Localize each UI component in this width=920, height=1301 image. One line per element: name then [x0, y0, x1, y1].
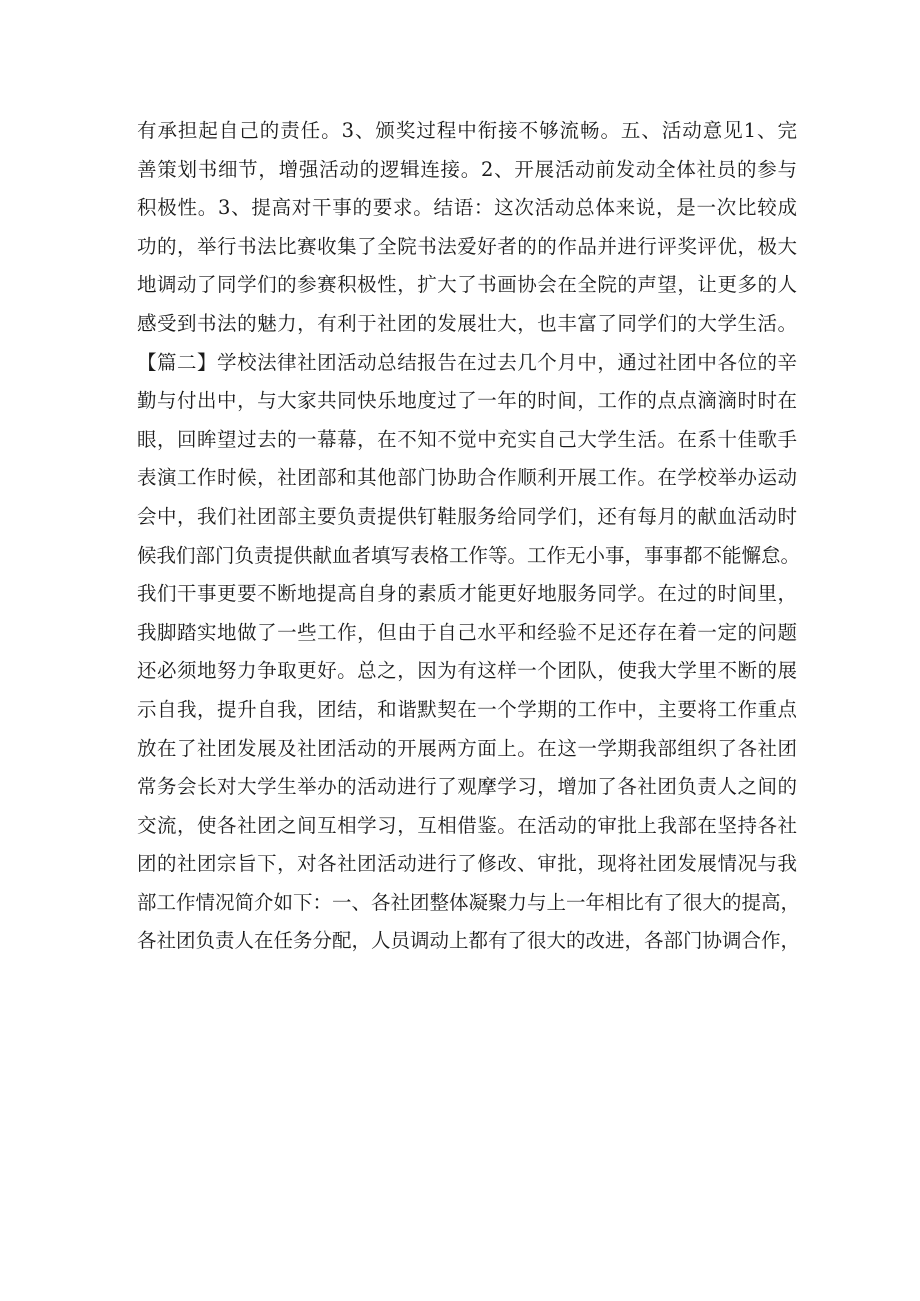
text-line: 部工作情况简介如下：一、各社团整体凝聚力与上一年相比有了很大的提高，	[137, 890, 801, 914]
text-line: 候我们部门负责提供献血者填写表格工作等。工作无小事，事事都不能懈怠。	[137, 543, 801, 567]
text-line: 功的，举行书法比赛收集了全院书法爱好者的的作品并进行评奖评优，极大	[137, 234, 797, 258]
text-line: 常务会长对大学生举办的活动进行了观摩学习，增加了各社团负责人之间的	[137, 775, 797, 799]
text-line: 放在了社团发展及社团活动的开展两方面上。在这一学期我部组织了各社团	[137, 736, 797, 760]
text-line: 表演工作时候，社团部和其他部门协助合作顺利开展工作。在学校举办运动	[137, 466, 797, 490]
text-line: 交流，使各社团之间互相学习，互相借鉴。在活动的审批上我部在坚持各社	[137, 813, 797, 837]
text-line: 善策划书细节，增强活动的逻辑连接。2、开展活动前发动全体社员的参与	[137, 157, 797, 181]
text-line: 各社团负责人在任务分配，人员调动上都有了很大的改进，各部门协调合作，	[137, 929, 801, 953]
text-line: 积极性。3、提高对干事的要求。结语：这次活动总体来说，是一次比较成	[137, 196, 797, 220]
text-line: 会中，我们社团部主要负责提供钉鞋服务给同学们，还有每月的献血活动时	[137, 504, 797, 528]
text-line: 勤与付出中，与大家共同快乐地度过了一年的时间，工作的点点滴滴时时在	[137, 389, 797, 413]
body-paragraph	[137, 112, 801, 961]
text-line: 示自我，提升自我，团结，和谐默契在一个学期的工作中，主要将工作重点	[137, 697, 797, 721]
text-line: 还必须地努力争取更好。总之，因为有这样一个团队，使我大学里不断的展	[137, 659, 797, 683]
text-line: 团的社团宗旨下，对各社团活动进行了修改、审批，现将社团发展情况与我	[137, 852, 797, 876]
text-line: 有承担起自己的责任。3、颁奖过程中衔接不够流畅。五、活动意见1、完	[137, 119, 797, 142]
text-line: 我们干事更要不断地提高自身的素质才能更好地服务同学。在过的时间里，	[137, 582, 797, 606]
text-line: 眼，回眸望过去的一幕幕，在不知不觉中充实自己大学生活。在系十佳歌手	[137, 427, 797, 451]
text-line: 我脚踏实地做了一些工作，但由于自己水平和经验不足还存在着一定的问题	[137, 620, 797, 644]
text-line: 感受到书法的魅力，有利于社团的发展壮大，也丰富了同学们的大学生活。	[137, 311, 797, 335]
text-line: 地调动了同学们的参赛积极性，扩大了书画协会在全院的声望，让更多的人	[137, 273, 797, 297]
text-line: 【篇二】学校法律社团活动总结报告在过去几个月中，通过社团中各位的辛	[137, 350, 797, 374]
